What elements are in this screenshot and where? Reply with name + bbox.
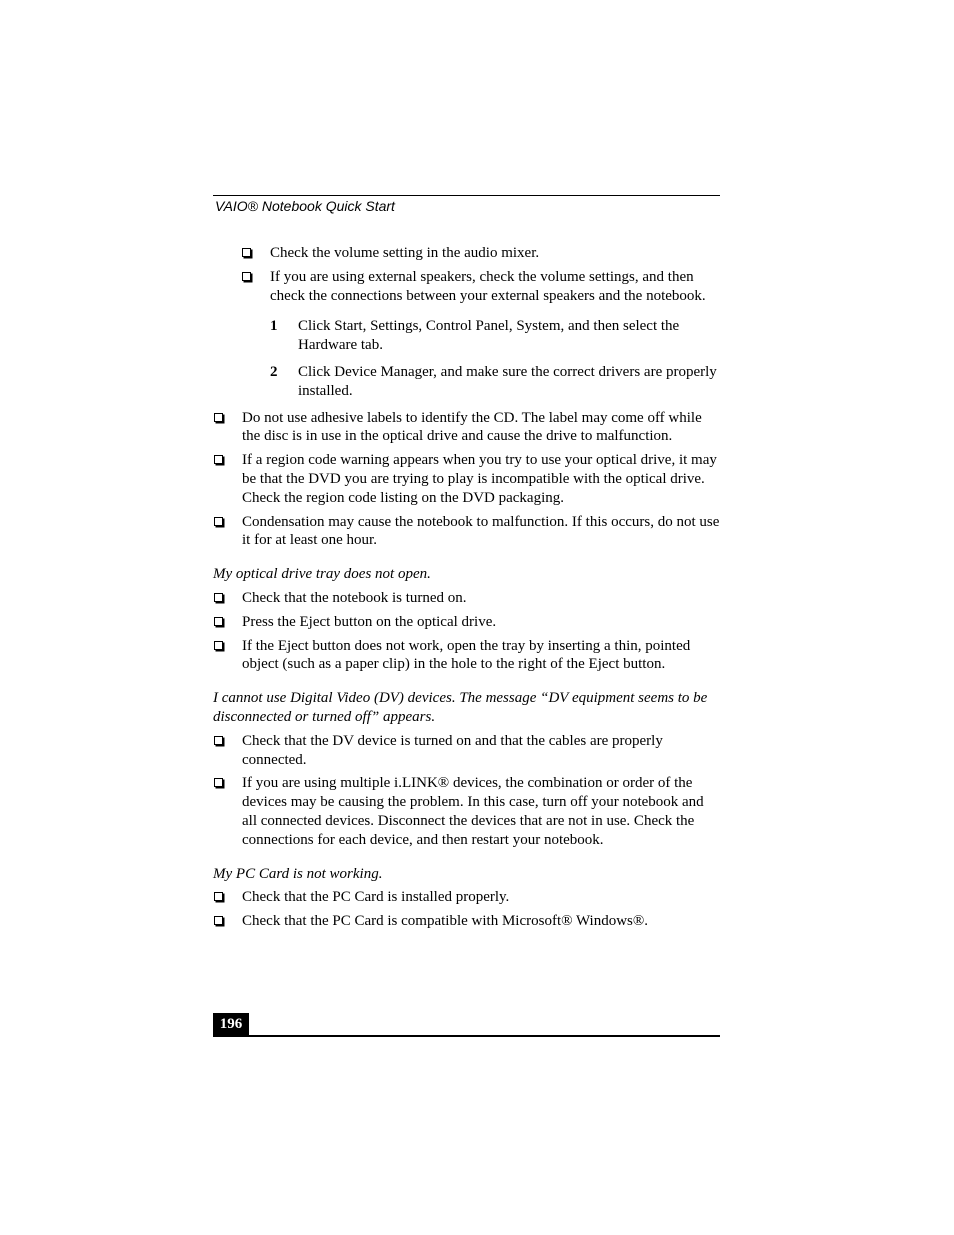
list-item-text: If you are using external speakers, check the volume settings, and then check the connections between your external speakers and the notebook. <box>270 268 706 304</box>
checkbox-bullet-icon <box>214 892 223 901</box>
list-item <box>241 244 720 263</box>
list-item-text: If the Eject button does not work, open the tray by inserting a thin, pointed object (such as a paper clip) in the hole to the right of the Eject button. <box>242 637 691 673</box>
list-item <box>213 888 720 907</box>
running-header: VAIO® Notebook Quick Start <box>215 198 395 214</box>
checkbox-bullet-icon <box>214 641 223 650</box>
checkbox-bullet-icon <box>242 248 251 257</box>
list-item <box>213 451 720 507</box>
numbered-step <box>270 363 720 401</box>
step-text: Click Start, Settings, Control Panel, System, and then select the Hardware tab. <box>298 318 680 354</box>
checkbox-bullet-icon <box>214 617 223 626</box>
list-item-text: Check that the PC Card is installed properly. <box>242 889 510 906</box>
list-item-text: Do not use adhesive labels to identify the CD. The label may come off while the disc is in use in the optical drive and cause the drive to malfunction. <box>242 409 702 445</box>
step-number: 2 <box>270 363 278 380</box>
list-item <box>213 732 720 770</box>
numbered-step <box>270 317 720 355</box>
list-item <box>213 513 720 551</box>
list-item-text: Check the volume setting in the audio mixer. <box>270 245 540 261</box>
checkbox-bullet-icon <box>214 593 223 602</box>
page-number: 196 <box>213 1013 249 1035</box>
list-item <box>213 409 720 447</box>
step-number: 1 <box>270 318 278 335</box>
checkbox-bullet-icon <box>214 517 223 526</box>
section-heading-pccard: My PC Card is not working. <box>213 865 383 882</box>
section-heading-tray: My optical drive tray does not open. <box>213 566 431 583</box>
list-item <box>213 774 720 849</box>
list-item-text: If you are using multiple i.LINK® devices, the combination or order of the devices may be causing the problem. In this case, turn off your notebook and all connected devices. Disconnect the devices that are not in use. Check the connections for each device, and then restart your notebook. <box>242 775 704 848</box>
list-item <box>213 589 720 608</box>
list-item-text: If a region code warning appears when you try to use your optical drive, it may be that the DVD you are trying to play is incompatible with the optical drive. Check the region code listing on the DVD packaging. <box>242 452 717 506</box>
checkbox-bullet-icon <box>214 736 223 745</box>
list-item <box>213 637 720 675</box>
list-item-text: Check that the notebook is turned on. <box>242 589 467 606</box>
list-item-text: Press the Eject button on the optical drive. <box>242 613 497 630</box>
checkbox-bullet-icon <box>214 916 223 925</box>
step-text: Click Device Manager, and make sure the correct drivers are properly installed. <box>298 363 717 399</box>
page-content <box>213 244 720 936</box>
list-item <box>213 613 720 632</box>
checkbox-bullet-icon <box>214 455 223 464</box>
checkbox-bullet-icon <box>214 778 223 787</box>
list-item <box>241 268 720 306</box>
footer-rule <box>213 1035 720 1037</box>
list-item <box>213 912 720 931</box>
checkbox-bullet-icon <box>242 272 251 281</box>
list-item-text: Condensation may cause the notebook to malfunction. If this occurs, do not use it for at least one hour. <box>242 513 720 549</box>
checkbox-bullet-icon <box>214 413 223 422</box>
section-heading-dv: I cannot use Digital Video (DV) devices. The message “DV equipment seems to be disconnected or turned off” appears. <box>213 690 708 725</box>
list-item-text: Check that the PC Card is compatible with Microsoft® Windows®. <box>242 913 649 930</box>
list-item-text: Check that the DV device is turned on and that the cables are properly connected. <box>242 732 663 768</box>
header-rule <box>213 195 720 196</box>
